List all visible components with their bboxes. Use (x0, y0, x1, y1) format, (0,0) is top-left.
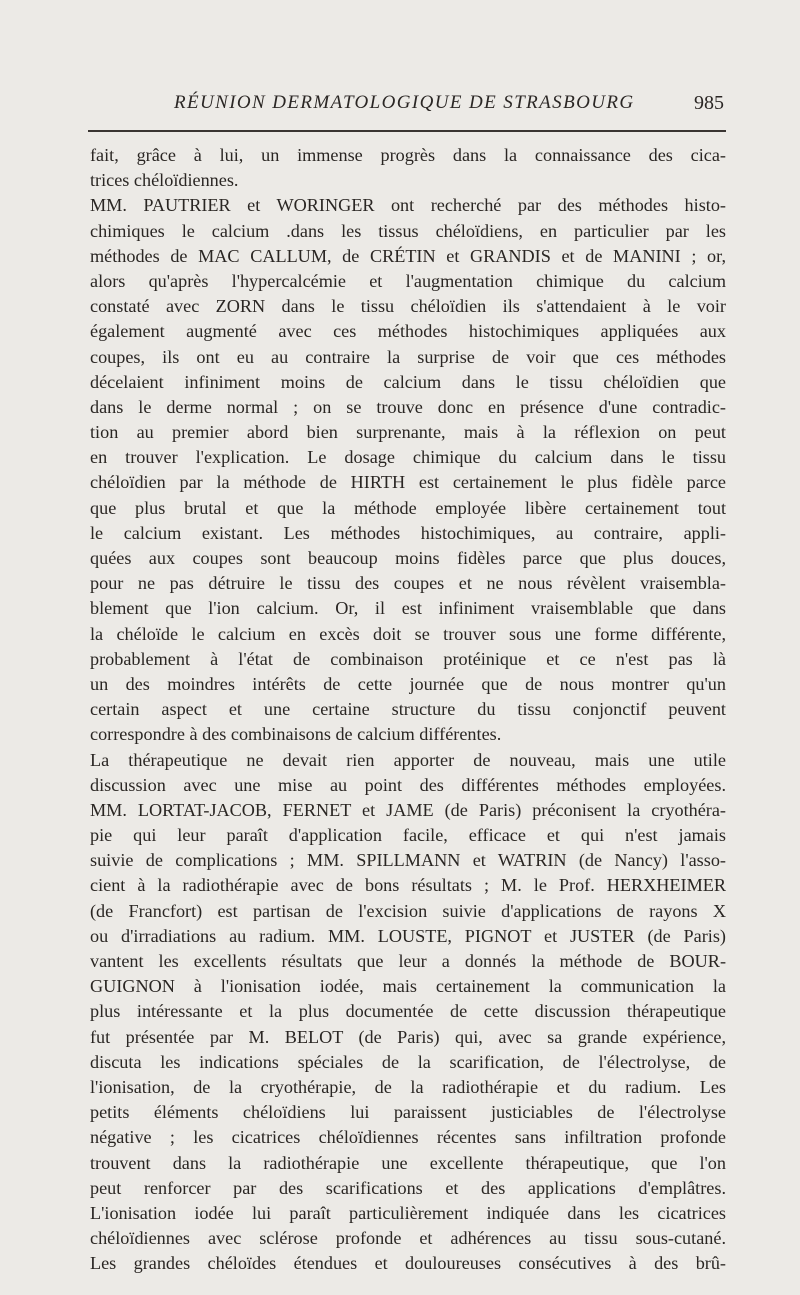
body-text (90, 143, 726, 1276)
text-line: tion au premier abord bien surprenante, mais à la réflexion on peut (90, 422, 726, 443)
text-line: la chéloïde le calcium en excès doit se trouver sous une forme différente, (90, 623, 726, 644)
text-line: chéloïdiennes avec sclérose profonde et adhérences au tissu sous-cutané. (90, 1228, 726, 1249)
text-line: cient à la radiothérapie avec de bons résultats ; M. le Prof. HERXHEIMER (90, 875, 726, 896)
text-line: l'ionisation, de la cryothérapie, de la radiothérapie et du radium. Les (90, 1076, 726, 1097)
text-line: quées aux coupes sont beaucoup moins fidèles parce que plus douces, (90, 548, 726, 568)
running-title: RÉUNION DERMATOLOGIQUE DE STRASBOURG (174, 92, 635, 113)
text-line: vantent les excellents résultats que leur a donnés la méthode de BOUR- (90, 951, 726, 971)
text-line: négative ; les cicatrices chéloïdiennes récentes sans infiltration profonde (90, 1127, 726, 1148)
text-line: discuta les indications spéciales de la scarification, de l'électrolyse, de (90, 1051, 726, 1072)
text-line: méthodes de MAC CALLUM, de CRÉTIN et GRANDIS et de MANINI ; or, (90, 245, 726, 266)
text-line: également augmenté avec ces méthodes histochimiques appliquées aux (90, 321, 726, 342)
text-line: décelaient infiniment moins de calcium dans le tissu chéloïdien que (90, 371, 726, 392)
text-line: petits éléments chéloïdiens lui paraissent justiciables de l'électrolyse (90, 1102, 726, 1123)
text-line: plus intéressante et la plus documentée de cette discussion thérapeutique (90, 1001, 726, 1022)
text-line: suivie de complications ; MM. SPILLMANN et WATRIN (de Nancy) l'asso- (90, 850, 726, 871)
text-line: alors qu'après l'hypercalcémie et l'augmentation chimique du calcium (90, 270, 726, 291)
text-line: discussion avec une mise au point des différentes méthodes employées. (90, 774, 726, 795)
text-line: ou d'irradiations au radium. MM. LOUSTE, PIGNOT et JUSTER (de Paris) (90, 925, 726, 946)
text-line: coupes, ils ont eu au contraire la surprise de voir que ces méthodes (90, 346, 726, 367)
text-line: trouvent dans la radiothérapie une excellente thérapeutique, que l'on (90, 1152, 726, 1173)
text-line: en trouver l'explication. Le dosage chimique du calcium dans le tissu (90, 447, 726, 468)
text-line: le calcium existant. Les méthodes histochimiques, au contraire, appli- (90, 522, 726, 543)
text-line: certain aspect et une certaine structure du tissu conjonctif peuvent (90, 699, 726, 720)
text-line: trices chéloïdiennes. (90, 170, 239, 191)
text-line: pour ne pas détruire le tissu des coupes et ne nous révèlent vraisembla- (90, 573, 726, 594)
text-line: L'ionisation iodée lui paraît particulièrement indiquée dans les cicatrices (90, 1202, 726, 1223)
page-number: 985 (694, 92, 724, 114)
text-line: peut renforcer par des scarifications et des applications d'emplâtres. (90, 1177, 726, 1198)
header-rule (88, 130, 726, 132)
text-line: MM. LORTAT-JACOB, FERNET et JAME (de Paris) préconisent la cryothéra- (90, 799, 726, 820)
text-line: chéloïdien par la méthode de HIRTH est certainement le plus fidèle parce (90, 472, 726, 493)
text-line: (de Francfort) est partisan de l'excision suivie d'applications de rayons X (90, 900, 726, 921)
text-line: fait, grâce à lui, un immense progrès dans la connaissance des cica- (90, 145, 726, 165)
text-line: pie qui leur paraît d'application facile, efficace et qui n'est jamais (90, 825, 726, 846)
text-line: constaté avec ZORN dans le tissu chéloïdien ils s'attendaient à le voir (90, 296, 726, 317)
text-line: La thérapeutique ne devait rien apporter de nouveau, mais une utile (90, 749, 726, 770)
text-line: fut présentée par M. BELOT (de Paris) qui, avec sa grande expérience, (90, 1026, 726, 1047)
text-line: GUIGNON à l'ionisation iodée, mais certainement la communication la (90, 976, 726, 997)
text-line: que plus brutal et que la méthode employée libère certainement tout (90, 497, 726, 518)
text-line: probablement à l'état de combinaison protéinique et ce n'est pas là (90, 648, 726, 669)
text-line: MM. PAUTRIER et WORINGER ont recherché par des méthodes histo- (90, 195, 726, 216)
text-line: correspondre à des combinaisons de calcium différentes. (90, 724, 502, 745)
page-header (90, 92, 726, 122)
text-line: chimiques le calcium .dans les tissus chéloïdiens, en particulier par les (90, 220, 726, 241)
text-line: blement que l'ion calcium. Or, il est infiniment vraisemblable que dans (90, 598, 726, 619)
text-line: Les grandes chéloïdes étendues et douloureuses consécutives à des brû- (90, 1253, 726, 1274)
text-line: dans le derme normal ; on se trouve donc en présence d'une contradic- (90, 396, 726, 417)
text-line: un des moindres intérêts de cette journée que de nous montrer qu'un (90, 673, 726, 694)
